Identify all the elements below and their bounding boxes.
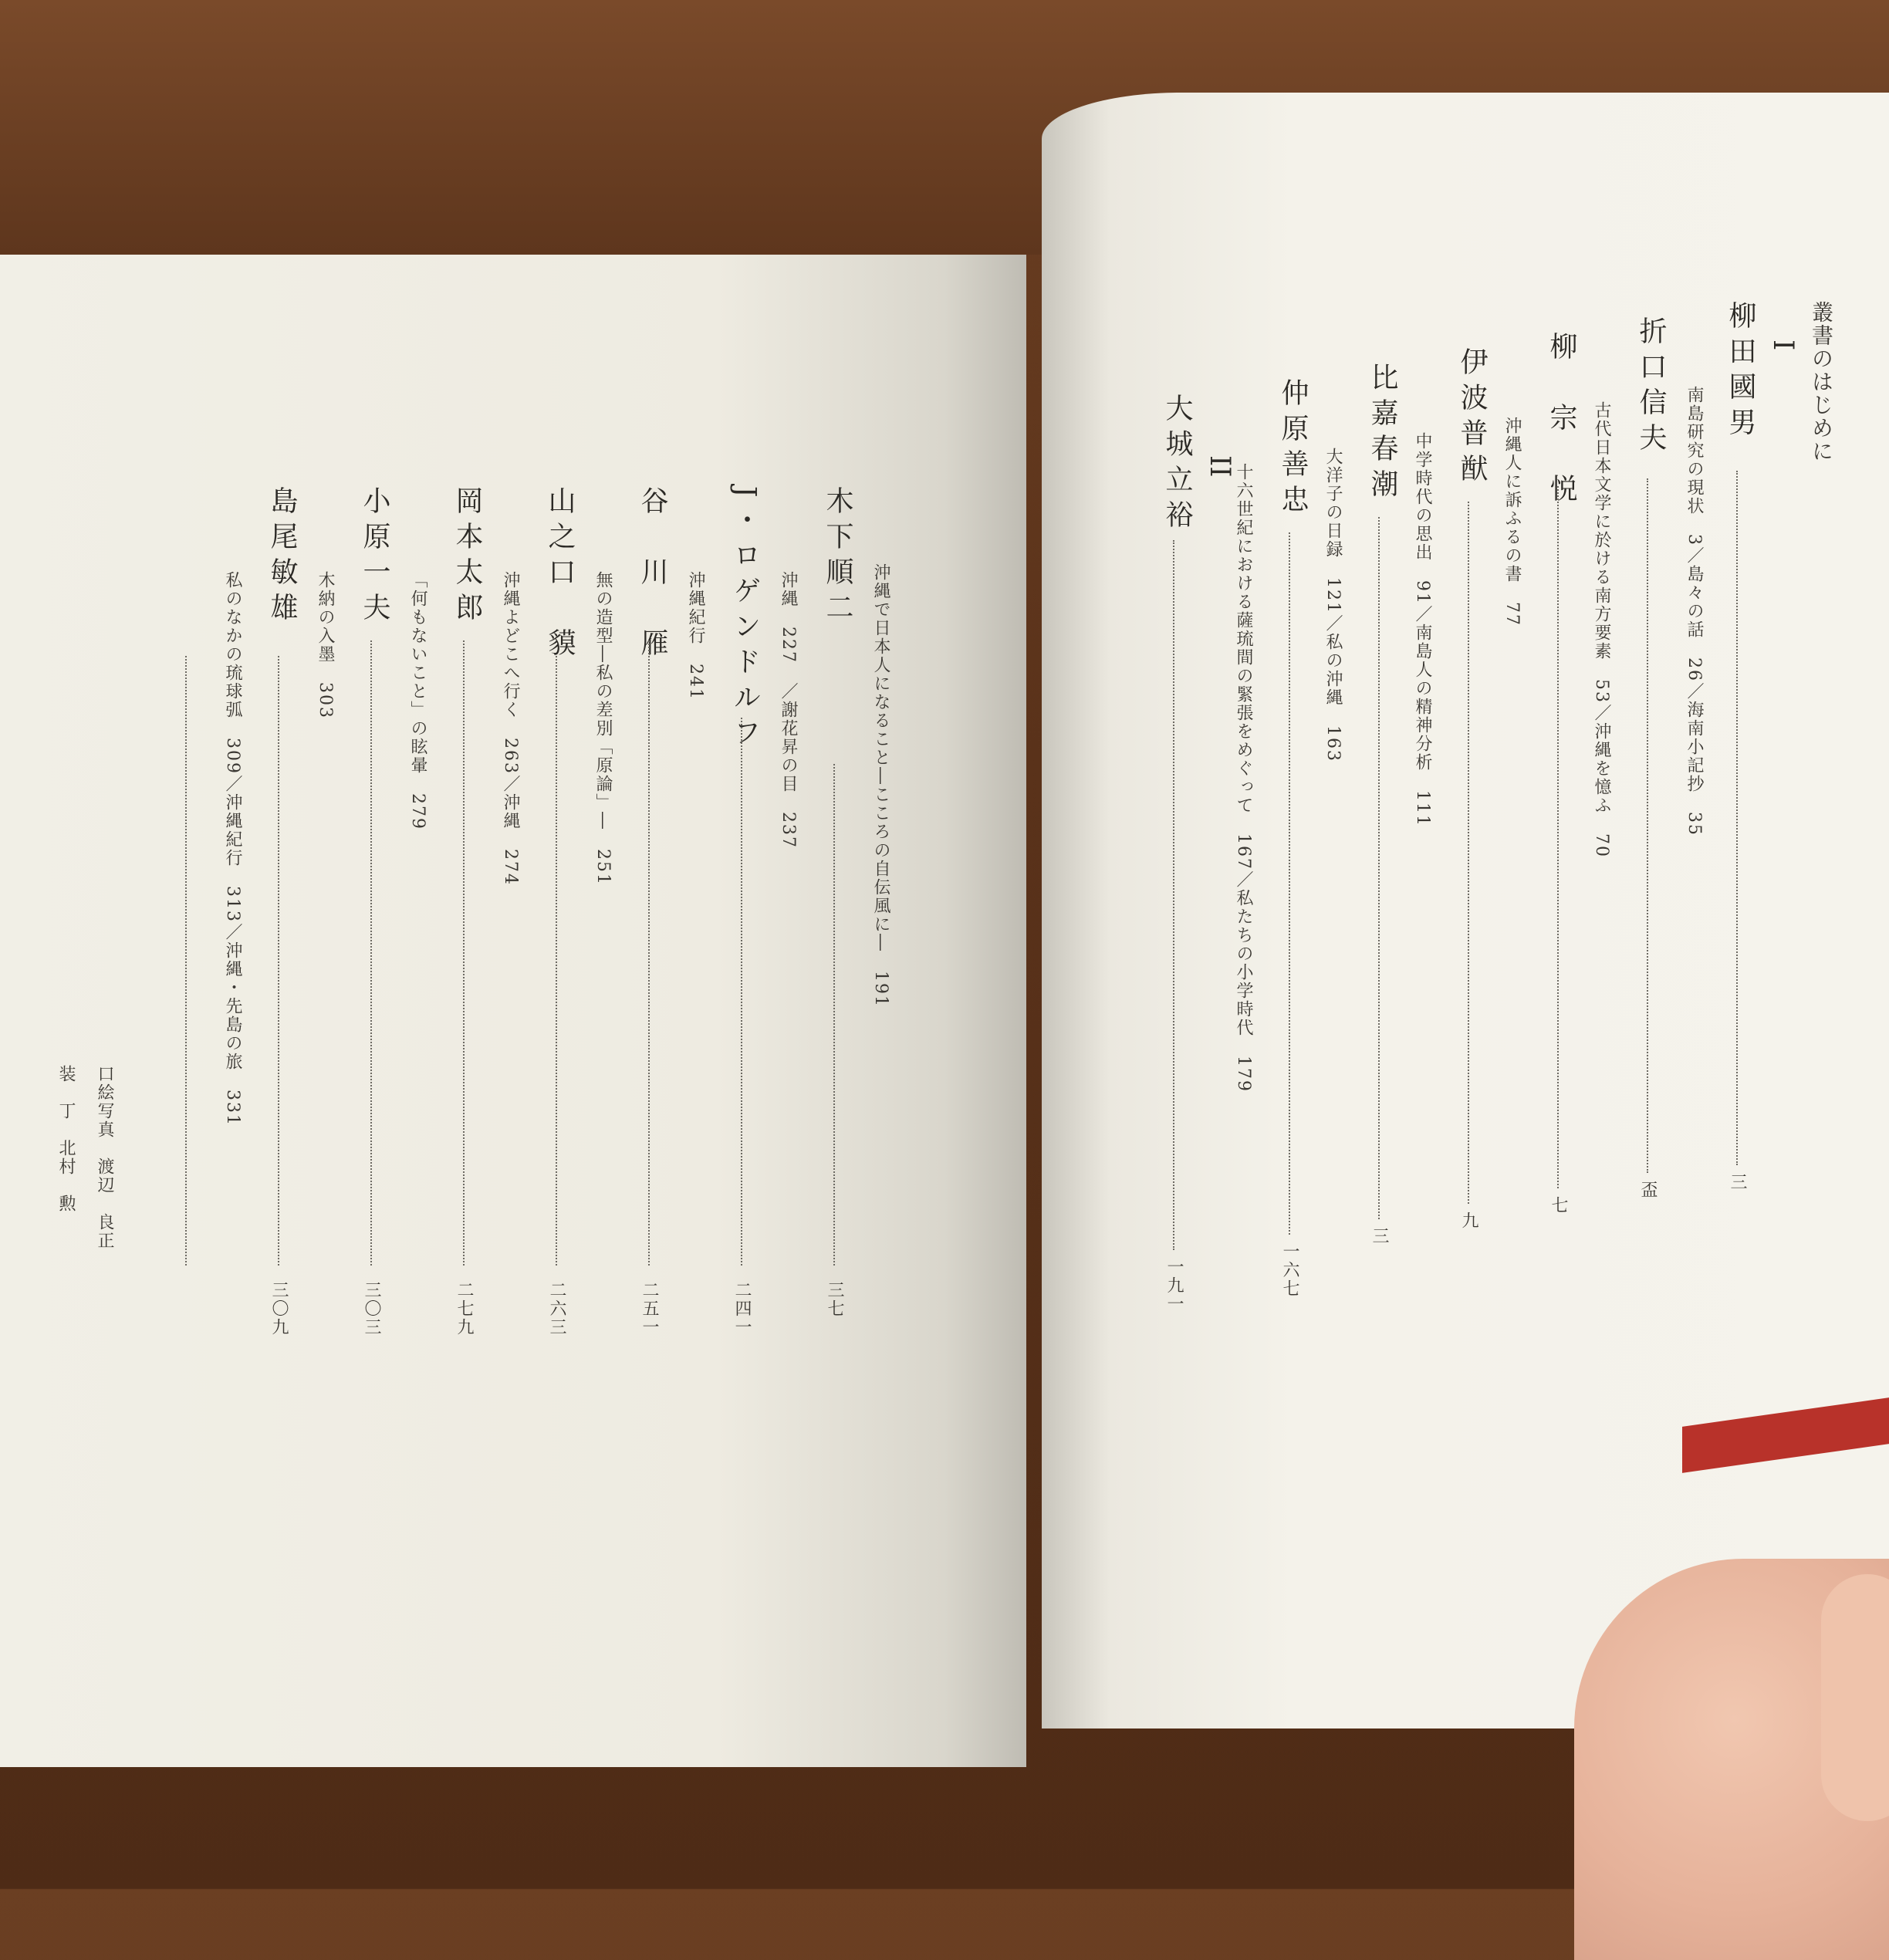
right-page	[1042, 93, 1889, 1729]
left-entry-6-page: 三〇三	[362, 1281, 381, 1337]
series-intro-heading: 叢書のはじめに	[1809, 301, 1834, 463]
credit-photo-name: 渡辺 良正	[95, 1157, 114, 1250]
left-entry-4-author: 山之口 貘	[544, 486, 576, 664]
leader-dots	[1647, 478, 1648, 1173]
left-entry-3-works: 無の造型―私の差別「原論」― 251	[593, 571, 613, 886]
right-entry-2-works: 沖縄人に訴ふるの書 77	[1502, 417, 1522, 627]
credit-photo	[93, 1065, 117, 1250]
left-entry-7-works: 私のなかの琉球弧 309／沖縄紀行 313／沖縄・先島の旅 331	[223, 571, 242, 1127]
left-entry-7-page: 三〇九	[269, 1281, 289, 1337]
left-entry-0-works: 沖縄で日本人になること―こころの自伝風に― 191	[871, 563, 890, 1008]
credit-design	[54, 1065, 78, 1213]
right-entry-2-page: 七	[1549, 1196, 1568, 1215]
leader-dots	[463, 640, 465, 1266]
leader-dots	[185, 656, 187, 1266]
leader-dots	[1378, 517, 1380, 1219]
right-entry-0-works: 南島研究の現状 3／島々の話 26／海南小記抄 35	[1685, 386, 1704, 836]
leader-dots	[833, 764, 835, 1266]
section-roman-1: I	[1767, 340, 1799, 351]
right-entry-4-works: 大洋子の日録 121／私の沖縄 163	[1323, 448, 1343, 762]
leader-dots	[556, 656, 557, 1266]
left-entry-4-works: 沖縄よどこへ行く 263／沖縄 274	[501, 571, 520, 886]
left-entry-1-works: 沖縄 227 ／謝花昇の目 237	[779, 571, 798, 849]
leader-dots	[1736, 471, 1738, 1165]
right-entry-3-works: 中学時代の思出 91／南島人の精神分析 111	[1413, 432, 1432, 827]
leader-dots	[1468, 502, 1469, 1204]
right-entry-3-page: 九	[1459, 1211, 1478, 1230]
credit-design-role: 装 丁	[56, 1065, 76, 1120]
left-entry-3-page: 二五一	[640, 1281, 659, 1337]
left-entry-5-works: 「何もないこと」の眩暈 279	[408, 571, 427, 830]
left-entry-4-page: 二六三	[547, 1281, 566, 1337]
right-entry-5-author: 仲原善忠	[1277, 378, 1309, 520]
thumb	[1821, 1574, 1889, 1821]
left-entry-5-page: 二七九	[455, 1281, 474, 1337]
left-entry-1-page: 三七	[825, 1281, 844, 1318]
right-entry-1-author: 折口信夫	[1635, 316, 1667, 458]
left-entry-2-works: 沖縄紀行 241	[686, 571, 705, 701]
left-entry-2-author: J・ロゲンドルフ	[729, 486, 761, 754]
right-entry-0-author: 柳田國男	[1725, 301, 1756, 443]
open-book	[0, 255, 1889, 1767]
right-entry-3-author: 伊波普猷	[1456, 347, 1488, 489]
left-entry-7-author: 島尾敏雄	[266, 486, 298, 628]
leader-dots	[1557, 486, 1559, 1188]
leader-dots	[648, 640, 650, 1266]
right-entry-6-author: 大城立裕	[1161, 394, 1193, 536]
right-entry-6-page: 一九一	[1164, 1258, 1184, 1313]
left-entry-5-author: 岡本太郎	[451, 486, 483, 628]
left-page	[0, 255, 1026, 1767]
leader-dots	[278, 656, 279, 1266]
leader-dots	[370, 640, 372, 1266]
left-entry-6-author: 小原一夫	[359, 486, 390, 628]
left-entry-2-page: 二四一	[732, 1281, 752, 1337]
left-entry-3-author: 谷 川 雁	[637, 486, 668, 664]
leader-dots	[741, 718, 742, 1266]
right-entry-4-author: 比嘉春潮	[1367, 363, 1398, 505]
leader-dots	[1173, 540, 1174, 1250]
right-entry-5-page: 一六七	[1280, 1242, 1299, 1298]
right-entry-0-page: 三	[1728, 1173, 1747, 1191]
left-entry-6-works: 木納の入墨 303	[316, 571, 335, 719]
leader-dots	[1289, 532, 1290, 1235]
credit-photo-role: 口絵写真	[95, 1065, 114, 1139]
credit-design-name: 北村 勲	[56, 1139, 76, 1213]
right-entry-2-author: 柳 宗 悦	[1546, 332, 1577, 509]
right-entry-4-page: 三	[1370, 1227, 1389, 1245]
section-roman-2: II	[1204, 455, 1235, 478]
left-entry-1-author: 木下順二	[822, 486, 853, 628]
right-entry-1-works: 古代日本文学に於ける南方要素 53／沖縄を憶ふ 70	[1592, 401, 1611, 858]
right-entry-5-works: 十六世紀における薩琉間の緊張をめぐって 167／私たちの小学時代 179	[1234, 463, 1253, 1093]
right-entry-1-page: 盃	[1638, 1181, 1658, 1199]
